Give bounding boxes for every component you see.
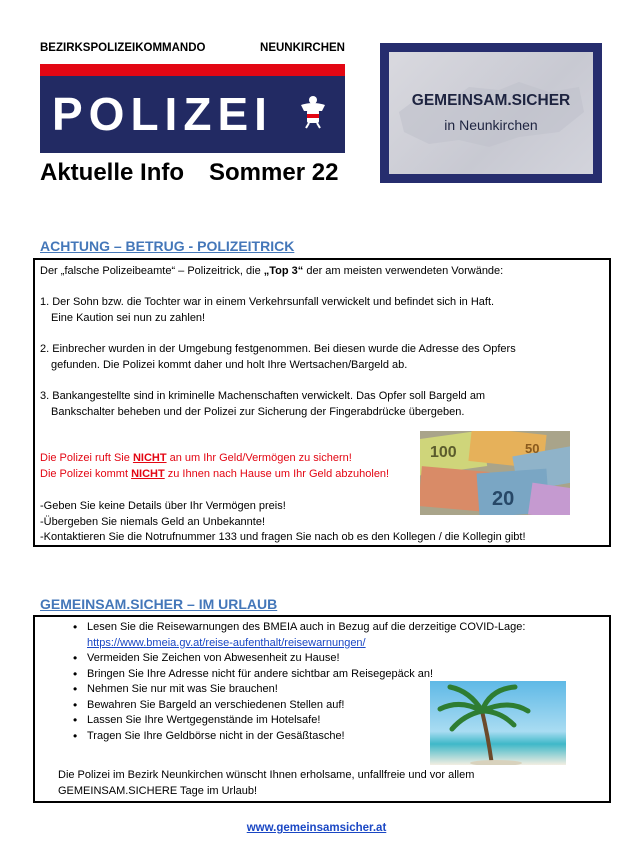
bullet1-text: Lesen Sie die Reisewarnungen des BMEIA auch in Bezug auf die derzeitige COVID-Lage: [87, 621, 526, 633]
item3-line1: 3. Bankangestellte sind in kriminelle Machenschaften verwickelt. Das Opfer soll Bargeld am [40, 390, 486, 402]
list-item [40, 389, 485, 420]
section1-title: ACHTUNG – BETRUG - POLIZEITRICK [40, 238, 295, 254]
closing-line1: Die Polizei im Bezirk Neunkirchen wünscht Ihnen erholsame, unfallfreie und vor allem [58, 769, 475, 781]
list-item [40, 342, 516, 373]
tip-item: -Geben Sie keine Details über Ihr Vermögen preis! [40, 500, 286, 512]
red-stripe [40, 64, 345, 76]
subtitle-left: Aktuelle Info [40, 159, 185, 186]
bmeia-link[interactable]: https://www.bmeia.gv.at/reise-aufenthalt/reisewarnungen/ [87, 636, 366, 649]
warn1-post: an um Ihr Geld/Vermögen zu sichern! [166, 452, 352, 464]
header-district-line [40, 42, 345, 54]
district-label: BEZIRKSPOLIZEIKOMMANDO [40, 42, 206, 54]
list-item: • Tragen Sie Ihre Geldbörse nicht in der Gesäßtasche! [65, 729, 600, 745]
section1-box [33, 258, 611, 547]
warn2-pre: Die Polizei kommt [40, 468, 132, 480]
logo-line1: GEMEINSAM.SICHER [411, 92, 571, 109]
list-item: • Lassen Sie Ihre Wertgegenstände im Hotelsafe! [65, 713, 600, 729]
warning-call [40, 451, 352, 467]
intro-top3: „Top 3“ [263, 265, 304, 277]
section2-box [33, 615, 611, 803]
item3-line2: Bankschalter beheben und der Polizei zur Sicherung der Fingerabdrücke übergeben. [51, 405, 465, 418]
austria-map-watermark-icon [389, 52, 593, 174]
logo-inner-panel [389, 52, 593, 174]
list-item: • Bringen Sie Ihre Adresse nicht für andere sichtbar am Reisegepäck an! [65, 667, 600, 683]
item1-line1: 1. Der Sohn bzw. die Tochter war in einem Verkehrsunfall verwickelt und befindet sich in Haft. [40, 296, 495, 308]
logo-line2: in Neunkirchen [444, 117, 538, 133]
closing-message [58, 768, 598, 799]
list-item [65, 620, 600, 651]
warn1-nicht: NICHT [132, 452, 167, 464]
list-item: • Vermeiden Sie Zeichen von Abwesenheit zu Hause! [65, 651, 600, 667]
palm-beach-image [430, 681, 566, 765]
tip-item: -Übergeben Sie niemals Geld an Unbekannte! [40, 515, 266, 528]
footer-website-link[interactable]: www.gemeinsamsicher.at [246, 822, 387, 834]
list-item: • Nehmen Sie nur mit was Sie brauchen! [65, 682, 600, 698]
warn2-post: zu Ihnen nach Hause um Ihr Geld abzuholen! [164, 468, 390, 480]
polizei-logo-text: POLIZEI [52, 88, 273, 140]
section1-intro [40, 264, 605, 280]
svg-text:20: 20 [492, 488, 515, 510]
tip-item: -Kontaktieren Sie die Notrufnummer 133 und fragen Sie nach ob es den Kollegen / die Kollegin gibt! [40, 531, 526, 543]
list-item [40, 295, 494, 326]
tips-list [40, 499, 526, 546]
intro-text-end: der am meisten verwendeten Vorwände: [303, 265, 504, 277]
closing-line2: GEMEINSAM.SICHERE Tage im Urlaub! [58, 784, 258, 797]
item1-line2: Eine Kaution sei nun zu zahlen! [51, 311, 206, 324]
item2-line1: 2. Einbrecher wurden in der Umgebung festgenommen. Bei diesen wurde die Adresse des Opfers [40, 343, 516, 355]
town-label: NEUNKIRCHEN [260, 42, 345, 54]
svg-text:50: 50 [525, 441, 540, 456]
item2-line2: gefunden. Die Polizei kommt daher und holt Ihre Wertsachen/Bargeld ab. [51, 358, 408, 371]
eagle-emblem-icon [298, 93, 328, 129]
intro-text: Der „falsche Polizeibeamte“ – Polizeitrick, die [40, 265, 264, 277]
subtitle-right: Sommer 22 [209, 159, 339, 186]
svg-text:100: 100 [430, 444, 457, 461]
warn2-nicht: NICHT [131, 468, 165, 480]
section2-title: GEMEINSAM.SICHER – IM URLAUB [40, 596, 278, 612]
warning-visit [40, 467, 389, 483]
warn1-pre: Die Polizei ruft Sie [40, 452, 133, 464]
page-subtitle [40, 159, 338, 187]
list-item: • Bewahren Sie Bargeld an verschiedenen Stellen auf! [65, 698, 600, 714]
